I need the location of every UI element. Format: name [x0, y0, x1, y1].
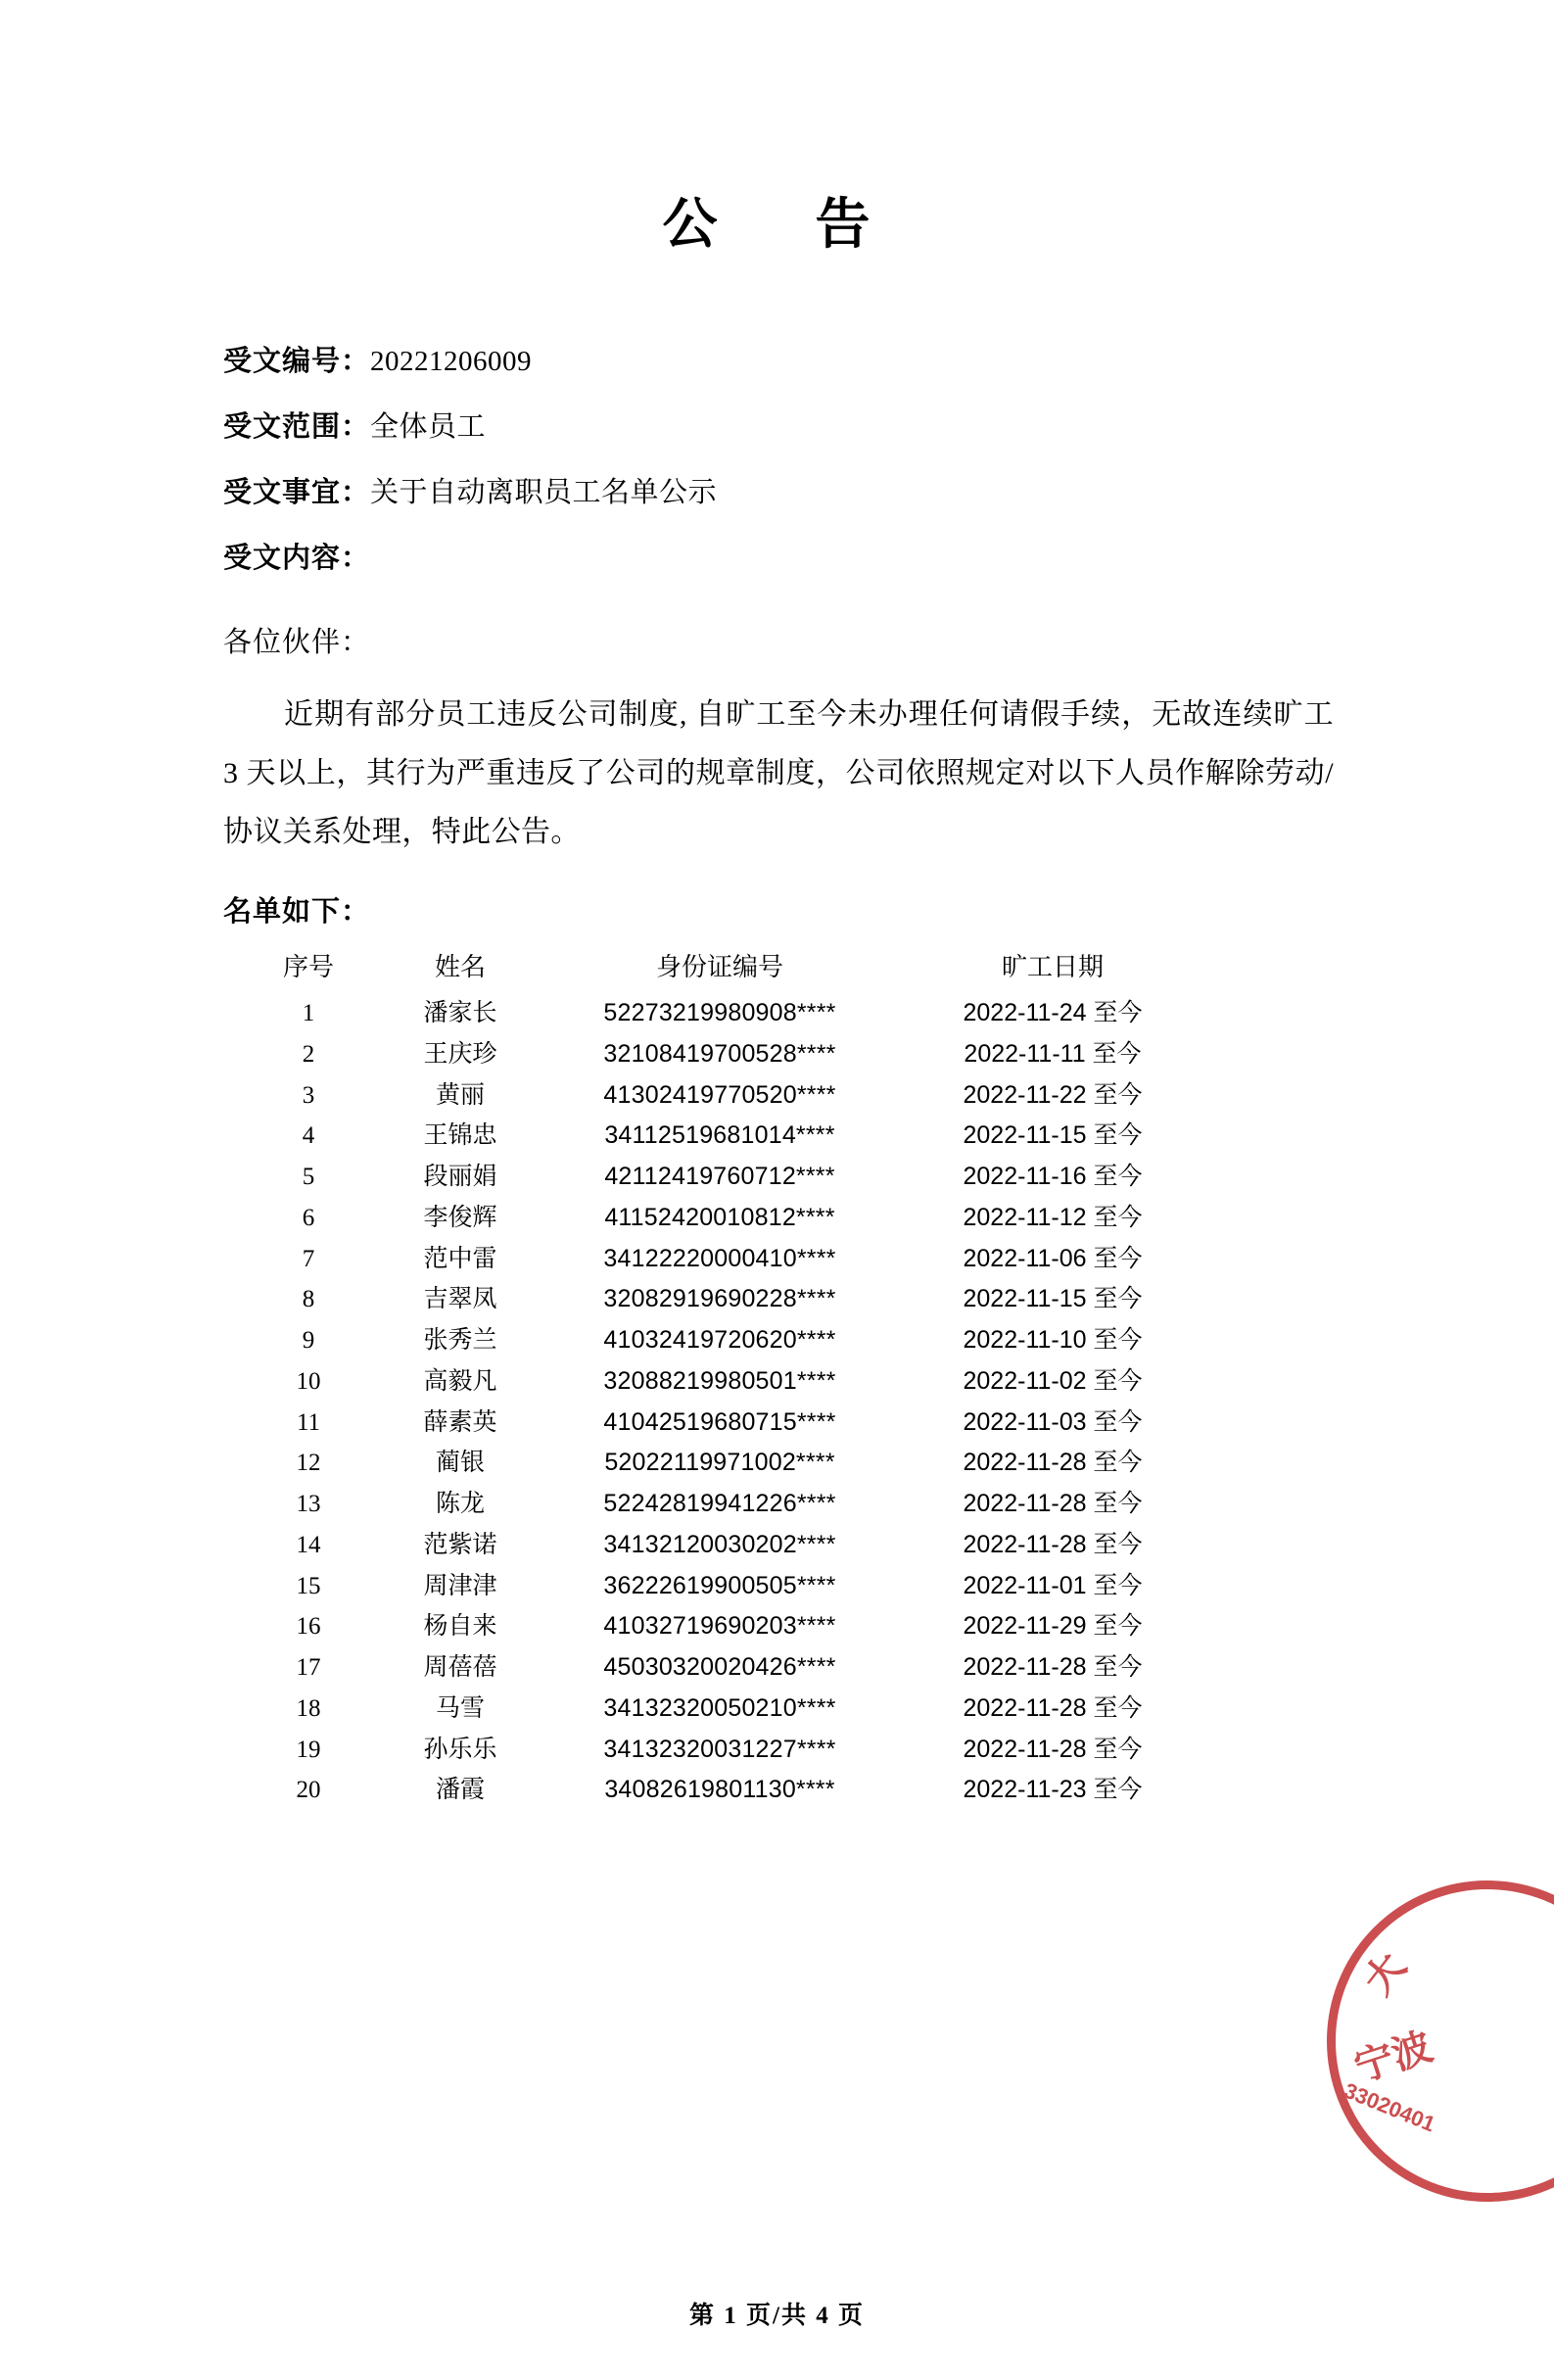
cell-name: 吉翠凤 — [423, 1286, 497, 1313]
cell-absence-date — [886, 1279, 1219, 1320]
absence-end-label: 至今 — [1093, 1245, 1143, 1272]
absence-start-date: 2022-11-03 — [963, 1407, 1087, 1436]
cell-id-number: 34122220000410**** — [603, 1244, 836, 1272]
absence-start-date: 2022-11-10 — [963, 1326, 1087, 1354]
absence-start-date: 2022-11-02 — [963, 1366, 1087, 1395]
table-row — [250, 1075, 1219, 1117]
cell-index: 14 — [296, 1531, 321, 1558]
absence-start-date: 2022-11-28 — [963, 1490, 1087, 1517]
cell-id-number: 32082919690228**** — [603, 1285, 836, 1313]
cell-id-number: 34112519681014**** — [604, 1121, 835, 1150]
meta-label-content: 受文内容： — [223, 543, 371, 574]
cell-index: 16 — [296, 1613, 321, 1641]
cell-name: 李俊辉 — [423, 1204, 497, 1231]
cell-name: 薛素英 — [423, 1408, 497, 1436]
cell-name: 范紫诺 — [423, 1531, 497, 1558]
cell-name: 高毅凡 — [423, 1367, 497, 1395]
cell-name: 孙乐乐 — [423, 1736, 497, 1763]
table-row — [250, 1770, 1219, 1811]
cell-name: 王锦忠 — [423, 1122, 497, 1150]
cell-absence-date — [886, 1361, 1219, 1403]
table-row — [250, 1198, 1219, 1239]
absence-end-label: 至今 — [1093, 1122, 1143, 1150]
cell-name: 王庆珍 — [423, 1040, 497, 1068]
absence-end-label: 至今 — [1092, 1040, 1142, 1068]
absence-start-date: 2022-11-15 — [963, 1285, 1087, 1313]
table-row — [250, 1403, 1219, 1444]
cell-index: 7 — [302, 1245, 315, 1272]
cell-id-number: 34132320031227**** — [603, 1735, 836, 1763]
table-row — [250, 1484, 1219, 1525]
cell-id-number: 41152420010812**** — [604, 1203, 835, 1231]
absence-end-label: 至今 — [1093, 1572, 1143, 1599]
cell-absence-date — [886, 1116, 1219, 1157]
cell-name: 周蓓蓓 — [423, 1654, 497, 1681]
cell-index: 2 — [302, 1040, 315, 1068]
absence-end-label: 至今 — [1093, 1408, 1143, 1436]
meta-block — [0, 348, 1554, 573]
absence-end-label: 至今 — [1093, 1204, 1143, 1231]
meta-row-subject — [223, 479, 1348, 507]
seal-inner — [1336, 1889, 1554, 2193]
cell-index: 6 — [302, 1204, 315, 1231]
cell-index: 15 — [296, 1572, 321, 1599]
cell-name: 潘霞 — [435, 1777, 485, 1804]
absence-end-label: 至今 — [1093, 1164, 1143, 1190]
table-row — [250, 1606, 1219, 1647]
cell-id-number: 32108419700528**** — [603, 1039, 836, 1068]
cell-name: 黄丽 — [435, 1081, 485, 1109]
absence-start-date: 2022-11-22 — [963, 1080, 1087, 1109]
cell-absence-date — [886, 1647, 1219, 1689]
cell-absence-date — [886, 1239, 1219, 1280]
cell-index: 8 — [302, 1286, 315, 1313]
list-label: 名单如下： — [223, 896, 371, 928]
cell-id-number: 41042519680715**** — [603, 1407, 836, 1436]
table-row — [250, 1689, 1219, 1730]
table-row — [250, 1034, 1219, 1075]
absence-end-label: 至今 — [1093, 1367, 1143, 1395]
cell-name: 蔺银 — [435, 1450, 485, 1477]
seal-text-line2: 宁波 — [1348, 2023, 1437, 2091]
absence-start-date: 2022-11-28 — [963, 1530, 1087, 1558]
absence-end-label: 至今 — [1093, 1736, 1143, 1763]
absence-start-date: 2022-11-16 — [963, 1163, 1087, 1190]
cell-absence-date — [886, 1730, 1219, 1771]
cell-absence-date — [886, 1566, 1219, 1607]
meta-label-subject: 受文事宜： — [223, 477, 371, 508]
cell-index: 12 — [296, 1450, 321, 1477]
absence-end-label: 至今 — [1093, 1613, 1143, 1641]
cell-absence-date — [886, 1075, 1219, 1117]
cell-id-number: 32088219980501**** — [603, 1366, 836, 1395]
cell-id-number: 41032719690203**** — [603, 1612, 836, 1641]
cell-name: 杨自来 — [423, 1613, 497, 1641]
meta-value-number: 20221206009 — [370, 346, 533, 377]
page-footer: 第 1 页/共 4 页 — [689, 2303, 865, 2329]
cell-absence-date — [886, 1525, 1219, 1566]
cell-index: 3 — [302, 1081, 315, 1109]
cell-id-number: 52022119971002**** — [604, 1449, 835, 1477]
absence-end-label: 至今 — [1093, 1531, 1143, 1558]
seal-registration-number: 33020401 — [1341, 2077, 1439, 2137]
table-row — [250, 1443, 1219, 1484]
cell-index: 1 — [302, 1000, 315, 1026]
table-row — [250, 1361, 1219, 1403]
cell-absence-date — [886, 1157, 1219, 1198]
table-header-row — [250, 943, 1219, 993]
cell-id-number: 34082619801130**** — [604, 1776, 835, 1804]
meta-value-scope: 全体员工 — [370, 411, 487, 443]
absence-start-date: 2022-11-28 — [963, 1449, 1087, 1477]
table-row — [250, 1157, 1219, 1198]
absence-start-date: 2022-11-24 — [963, 999, 1087, 1026]
absence-start-date: 2022-11-12 — [963, 1203, 1087, 1231]
absence-start-date: 2022-11-11 — [964, 1039, 1086, 1068]
cell-name: 陈龙 — [435, 1491, 485, 1517]
cell-absence-date — [886, 1484, 1219, 1525]
meta-row-content — [223, 545, 1348, 573]
absence-start-date: 2022-11-15 — [963, 1121, 1087, 1150]
absence-start-date: 2022-11-28 — [963, 1653, 1087, 1681]
cell-absence-date — [886, 1770, 1219, 1811]
body-paragraph: 近期有部分员工违反公司制度, 自旷工至今未办理任何请假手续，无故连续旷工 3 天以上，其行为严重违反了公司的规章制度，公司依照规定对以下人员作解除劳动/协议关系处理，特此公告。 — [223, 698, 1334, 848]
seal-text-line1: 大 — [1355, 1944, 1415, 2003]
table-header-name: 姓名 — [434, 953, 486, 981]
meta-label-number: 受文编号： — [223, 346, 371, 377]
meta-label-scope: 受文范围： — [223, 411, 371, 443]
table-row — [250, 1239, 1219, 1280]
cell-index: 9 — [302, 1327, 315, 1354]
absence-end-label: 至今 — [1093, 1450, 1143, 1477]
absence-end-label: 至今 — [1093, 1491, 1143, 1517]
cell-absence-date — [886, 1443, 1219, 1484]
cell-id-number: 34132320050210**** — [603, 1693, 836, 1722]
cell-name: 潘家长 — [423, 1000, 497, 1026]
table-row — [250, 1116, 1219, 1157]
cell-index: 20 — [296, 1777, 321, 1804]
table-header-index: 序号 — [282, 953, 334, 981]
cell-id-number: 41302419770520**** — [603, 1080, 836, 1109]
cell-index: 17 — [296, 1654, 321, 1681]
cell-name: 马雪 — [435, 1694, 485, 1722]
absence-start-date: 2022-11-28 — [963, 1735, 1087, 1763]
cell-index: 11 — [296, 1408, 321, 1436]
cell-index: 13 — [296, 1491, 321, 1517]
table-row — [250, 1730, 1219, 1771]
absence-start-date: 2022-11-29 — [963, 1612, 1087, 1641]
cell-name: 张秀兰 — [423, 1327, 497, 1354]
cell-id-number: 36222619900505**** — [603, 1571, 836, 1599]
cell-index: 4 — [302, 1122, 315, 1150]
absence-start-date: 2022-11-01 — [963, 1571, 1087, 1599]
document-page — [0, 181, 1554, 2380]
cell-absence-date — [886, 1198, 1219, 1239]
page-title: 公 告 — [662, 195, 892, 256]
absence-end-label: 至今 — [1093, 1654, 1143, 1681]
salutation: 各位伙伴： — [223, 627, 371, 658]
cell-index: 19 — [296, 1736, 321, 1763]
absence-start-date: 2022-11-23 — [963, 1776, 1087, 1804]
absence-start-date: 2022-11-28 — [963, 1693, 1087, 1722]
company-seal-stamp — [1327, 1880, 1554, 2202]
meta-value-subject: 关于自动离职员工名单公示 — [370, 477, 718, 508]
absence-end-label: 至今 — [1093, 1286, 1143, 1313]
cell-absence-date — [886, 1606, 1219, 1647]
absence-end-label: 至今 — [1093, 1777, 1143, 1804]
absence-end-label: 至今 — [1093, 1694, 1143, 1722]
absence-start-date: 2022-11-06 — [963, 1244, 1087, 1272]
absence-end-label: 至今 — [1093, 1327, 1143, 1354]
table-row — [250, 1279, 1219, 1320]
table-header-date: 旷工日期 — [1001, 953, 1104, 981]
absence-end-label: 至今 — [1093, 1000, 1143, 1026]
cell-id-number: 34132120030202**** — [603, 1530, 836, 1558]
table-row — [250, 1647, 1219, 1689]
cell-absence-date — [886, 1403, 1219, 1444]
meta-row-number — [223, 348, 1348, 376]
cell-absence-date — [886, 993, 1219, 1034]
table-row — [250, 1320, 1219, 1361]
table-row — [250, 1566, 1219, 1607]
cell-absence-date — [886, 1034, 1219, 1075]
cell-name: 周津津 — [423, 1572, 497, 1599]
cell-index: 18 — [296, 1694, 321, 1722]
cell-id-number: 45030320020426**** — [603, 1653, 836, 1681]
table-row — [250, 993, 1219, 1034]
cell-id-number: 42112419760712**** — [604, 1163, 835, 1190]
cell-id-number: 41032419720620**** — [603, 1326, 836, 1354]
cell-absence-date — [886, 1689, 1219, 1730]
cell-id-number: 52242819941226**** — [603, 1490, 836, 1517]
cell-absence-date — [886, 1320, 1219, 1361]
employee-table — [250, 943, 1219, 1811]
meta-row-scope — [223, 413, 1348, 442]
cell-name: 范中雷 — [423, 1245, 497, 1272]
table-row — [250, 1525, 1219, 1566]
cell-name: 段丽娟 — [423, 1164, 497, 1190]
table-header-id: 身份证编号 — [655, 953, 783, 981]
cell-index: 5 — [302, 1164, 315, 1190]
cell-id-number: 52273219980908**** — [603, 999, 836, 1026]
cell-index: 10 — [296, 1367, 321, 1395]
absence-end-label: 至今 — [1093, 1081, 1143, 1109]
